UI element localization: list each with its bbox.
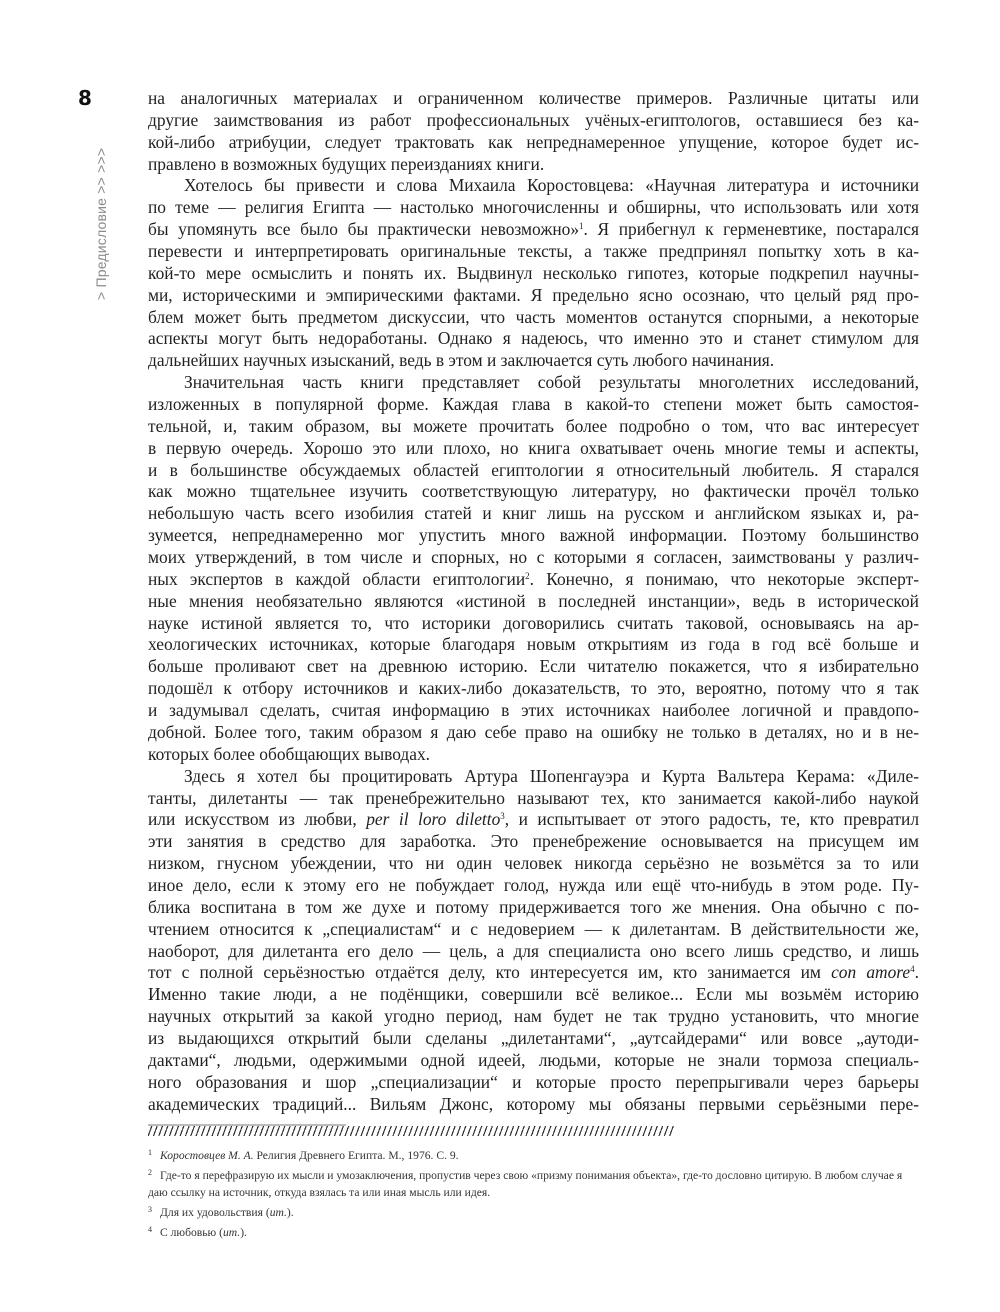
text-line: больше проливают свет на древнюю историю. Если читателю покажется, что я избирательно <box>148 656 919 677</box>
text-line: тот с полной серьёзностью отдаётся делу, кто интересуется им, кто занимается им con amore$^4$. <box>148 962 919 983</box>
footnote <box>148 1221 923 1241</box>
text-line: которых более обобщающих выводах. <box>148 743 431 764</box>
text-line: танты, дилетанты — так пренебрежительно называют тех, кто занимается какой-либо наукой <box>148 787 919 808</box>
text-line: добной. Более того, таким образом я даю себе право на ошибку не только в деталях, но и в не- <box>148 721 919 742</box>
body-text <box>148 88 919 1115</box>
text-line: аспекты могут быть недоработаны. Однако я надеюсь, что именно это и станет стимулом для <box>148 328 919 349</box>
footnote-text: Где-то я перефразирую их мысли и умозаключения, пропустив через свою «призму понимания объекта», где-то дословно цитирую. В любом случае я даю ссылку на источник, откуда взялась та или иная мысль или идея. <box>148 1169 903 1199</box>
text-line: тельной, и, таким образом, вы можете прочитать более подробно о том, что вас интересует <box>148 415 919 436</box>
text-line: низком, гнусном убеждении, что ни один человек никогда серьёзно не возьмётся за то или <box>148 853 919 874</box>
paragraph <box>148 88 919 175</box>
paragraph <box>148 766 919 1116</box>
text-line: научных открытий за какой угодно период, нам будет не так трудно установить, что многие <box>148 1006 919 1027</box>
footnote-text: С любовью (ит.). <box>160 1226 247 1239</box>
footnote <box>148 1144 923 1164</box>
text-line: из выдающихся открытий были сделаны „дилетантами“, „аутсайдерами“ или вовсе „аутоди- <box>148 1027 919 1048</box>
text-line: дальнейших научных изысканий, ведь в этом и заключается суть любого начинания. <box>148 350 775 371</box>
text-line: бы упомянуть все было бы практически невозможно»$^1$. Я прибегнул к герменевтике, постарался <box>148 219 919 240</box>
footnote-text: Для их удовольствия (ит.). <box>160 1206 294 1219</box>
text-line: подошёл к отбору источников и каких-либо доказательств, то это, вероятно, потому что я так <box>148 678 919 699</box>
text-line: или искусством из любви, per il loro diletto$^3$, и испытывает от этого радость, те, кто превратил <box>148 809 920 830</box>
text-line: моих утверждений, в том числе и спорных, но с которыми я согласен, заимствованы у различ- <box>148 547 919 568</box>
text-line: Здесь я хотел бы процитировать Артура Шопенгауэра и Курта Вальтера Керама: «Диле- <box>184 765 919 786</box>
footnote-number: 2 <box>148 1168 152 1177</box>
text-line: Именно такие люди, а не подёнщики, совершили всё великое... Если мы возьмём историю <box>148 984 919 1005</box>
page-number: 8 <box>78 86 92 110</box>
text-line: перевести и интерпретировать оригинальные тексты, а также предпринял попытку хоть в ка- <box>148 241 919 262</box>
text-line: ные мнения необязательно являются «истиной в последней инстанции», ведь в исторической <box>148 590 919 611</box>
text-line: зумеется, непреднамеренно мог упустить много важной информации. Поэтому большинство <box>148 525 919 546</box>
text-line: на аналогичных материалах и ограниченном количестве примеров. Различные цитаты или <box>148 88 919 108</box>
footnote <box>148 1201 923 1221</box>
text-line: и задумывал сделать, считая информацию в этих источниках наиболее логичной и правдопо- <box>148 700 919 721</box>
text-line: Хотелось бы привести и слова Михаила Коростовцева: «Научная литература и источники <box>184 175 919 196</box>
text-line: блика воспитана в том же духе и потому придерживается того же мнения. Она обычно с по- <box>148 896 919 917</box>
footnote-text: Религия Древнего Египта. М., 1976. С. 9. <box>253 1149 459 1162</box>
text-line: академических традиций... Вильям Джонс, которому мы обязаны первыми серьёзными пере- <box>148 1093 919 1114</box>
text-line: в первую очередь. Хорошо это или плохо, но книга охватывает очень многие темы и аспекты, <box>148 437 919 458</box>
text-line: Значительная часть книги представляет собой результаты многолетних исследований, <box>184 372 919 393</box>
text-line: блем может быть предметом дискуссии, что часть моментов останутся спорными, а некоторые <box>148 306 919 327</box>
text-line: наоборот, для дилетанта его дело — цель, а для специалиста оно всего лишь средство, и лишь <box>148 940 919 961</box>
text-line: кой-либо атрибуции, следует трактовать как непреднамеренное упущение, которое будет ис- <box>148 131 919 152</box>
paragraph <box>148 175 919 372</box>
text-line: изложенных в популярной форме. Каждая глава в какой-то степени может быть самостоя- <box>148 394 919 415</box>
footnote <box>148 1164 923 1201</box>
text-line: иное дело, если к этому его не побуждает голод, нужда или ещё что-нибудь в этом роде. Пу- <box>148 874 919 895</box>
text-line: чтением относится к „специалистам“ и с недоверием — к дилетантам. В действительности же, <box>148 918 919 939</box>
text-line: кой-то мере осмыслить и понять их. Выдвинул несколько гипотез, которые подкрепил научны- <box>148 262 919 283</box>
text-line: небольшую часть всего изобилия статей и книг лишь на русском и английском языках и, ра- <box>148 503 919 524</box>
text-line: науке истиной является то, что историки договорились считать таковой, основываясь на ар- <box>148 612 919 633</box>
footnote-number: 3 <box>148 1205 152 1214</box>
footnote-author: Коростовцев М. А. <box>160 1149 254 1162</box>
footnotes <box>148 1144 923 1241</box>
paragraph <box>148 372 919 765</box>
running-head: > Предисловие >> >>> <box>93 147 109 300</box>
footnote-number: 4 <box>148 1225 152 1234</box>
text-line: ного образования и шор „специализации“ и которые просто перепрыгивали через барьеры <box>148 1071 919 1092</box>
footnote-rule <box>148 1126 674 1136</box>
text-line: ных экспертов в каждой области египтологии$^2$. Конечно, я понимаю, что некоторые эксперт- <box>148 568 919 589</box>
text-line: хеологических источниках, которые благодаря новым открытиям из года в год всё больше и <box>148 634 919 655</box>
text-line: правлено в возможных будущих переизданиях книги. <box>148 153 545 174</box>
text-line: другие заимствования из работ профессиональных учёных-египтологов, оставшиеся без ка- <box>148 109 919 130</box>
text-line: эти занятия в средство для заработка. Это пренебрежение основывается на присущем им <box>148 831 919 852</box>
text-line: и в большинстве обсуждаемых областей египтологии я относительный любитель. Я старался <box>148 459 919 480</box>
text-line: ми, историческими и эмпирическими фактами. Я предельно ясно осознаю, что целый ряд про- <box>148 284 919 305</box>
footnote-number: 1 <box>148 1148 152 1157</box>
text-line: по теме — религия Египта — настолько многочисленны и обширны, что использовать или хотя <box>148 197 919 218</box>
text-line: как можно тщательнее изучить соответствующую литературу, но фактически прочёл только <box>148 481 919 502</box>
text-line: дактами“, людьми, одержимыми одной идеей, людьми, которые не знали тормоза специаль- <box>148 1049 919 1070</box>
